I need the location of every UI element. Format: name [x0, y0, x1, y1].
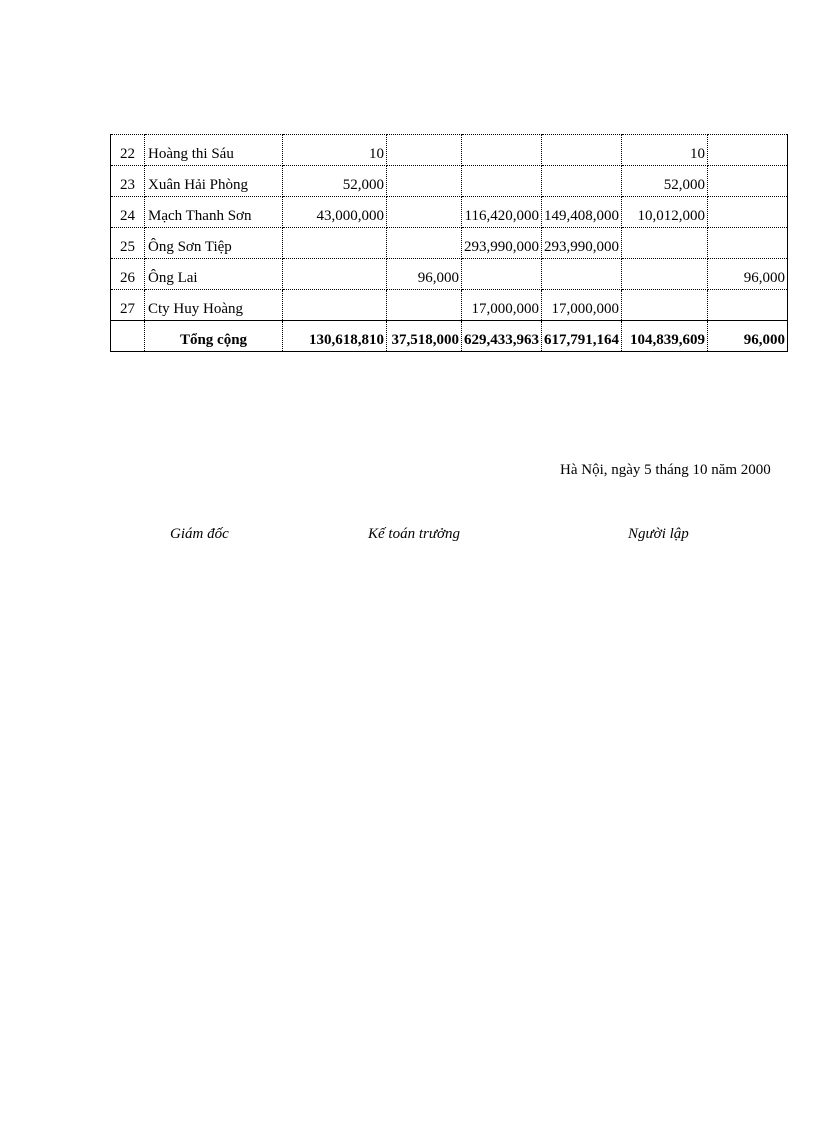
- total-row: [111, 321, 788, 352]
- cell-col3: [462, 166, 542, 197]
- total-index-cell: [111, 321, 145, 352]
- cell-col5: [622, 259, 708, 290]
- cell-col2: [387, 197, 462, 228]
- row-index: 22: [111, 135, 145, 166]
- cell-col5: 10,012,000: [622, 197, 708, 228]
- row-index: 23: [111, 166, 145, 197]
- row-name: Hoàng thi Sáu: [145, 135, 283, 166]
- ledger-table: [110, 134, 788, 352]
- row-index: 27: [111, 290, 145, 321]
- cell-col5: 52,000: [622, 166, 708, 197]
- row-name: Cty Huy Hoàng: [145, 290, 283, 321]
- cell-col6: [708, 135, 788, 166]
- total-label: Tổng cộng: [145, 321, 283, 352]
- cell-col2: [387, 290, 462, 321]
- row-index: 24: [111, 197, 145, 228]
- total-col2: 37,518,000: [387, 321, 462, 352]
- row-name: Mạch Thanh Sơn: [145, 197, 283, 228]
- row-name: Ông Sơn Tiệp: [145, 228, 283, 259]
- cell-col3: [462, 259, 542, 290]
- cell-col6: [708, 290, 788, 321]
- cell-col4: [542, 259, 622, 290]
- cell-col1: 52,000: [283, 166, 387, 197]
- cell-col2: [387, 166, 462, 197]
- cell-col3: 17,000,000: [462, 290, 542, 321]
- cell-col3: [462, 135, 542, 166]
- cell-col6: 96,000: [708, 259, 788, 290]
- place-date: Hà Nội, ngày 5 tháng 10 năm 2000: [560, 462, 771, 478]
- cell-col1: [283, 259, 387, 290]
- cell-col6: [708, 166, 788, 197]
- table-row: [111, 197, 788, 228]
- cell-col6: [708, 228, 788, 259]
- table-row: [111, 259, 788, 290]
- total-col1: 130,618,810: [283, 321, 387, 352]
- cell-col4: 293,990,000: [542, 228, 622, 259]
- cell-col3: 116,420,000: [462, 197, 542, 228]
- row-index: 26: [111, 259, 145, 290]
- cell-col5: [622, 228, 708, 259]
- cell-col2: [387, 228, 462, 259]
- table-row: [111, 166, 788, 197]
- cell-col1: 43,000,000: [283, 197, 387, 228]
- cell-col1: [283, 290, 387, 321]
- cell-col6: [708, 197, 788, 228]
- table-row: [111, 135, 788, 166]
- cell-col5: [622, 290, 708, 321]
- cell-col5: 10: [622, 135, 708, 166]
- cell-col2: 96,000: [387, 259, 462, 290]
- signature-preparer: Người lập: [628, 526, 689, 542]
- row-name: Xuân Hải Phòng: [145, 166, 283, 197]
- cell-col4: [542, 135, 622, 166]
- total-col4: 617,791,164: [542, 321, 622, 352]
- total-col5: 104,839,609: [622, 321, 708, 352]
- cell-col1: [283, 228, 387, 259]
- row-index: 25: [111, 228, 145, 259]
- table-row: [111, 228, 788, 259]
- signature-director: Giám đốc: [170, 526, 229, 542]
- cell-col4: 17,000,000: [542, 290, 622, 321]
- cell-col2: [387, 135, 462, 166]
- total-col6: 96,000: [708, 321, 788, 352]
- signature-chief-accountant: Kế toán trưởng: [368, 526, 461, 542]
- cell-col3: 293,990,000: [462, 228, 542, 259]
- cell-col4: [542, 166, 622, 197]
- cell-col1: 10: [283, 135, 387, 166]
- total-col3: 629,433,963: [462, 321, 542, 352]
- row-name: Ông Lai: [145, 259, 283, 290]
- table-row: [111, 290, 788, 321]
- cell-col4: 149,408,000: [542, 197, 622, 228]
